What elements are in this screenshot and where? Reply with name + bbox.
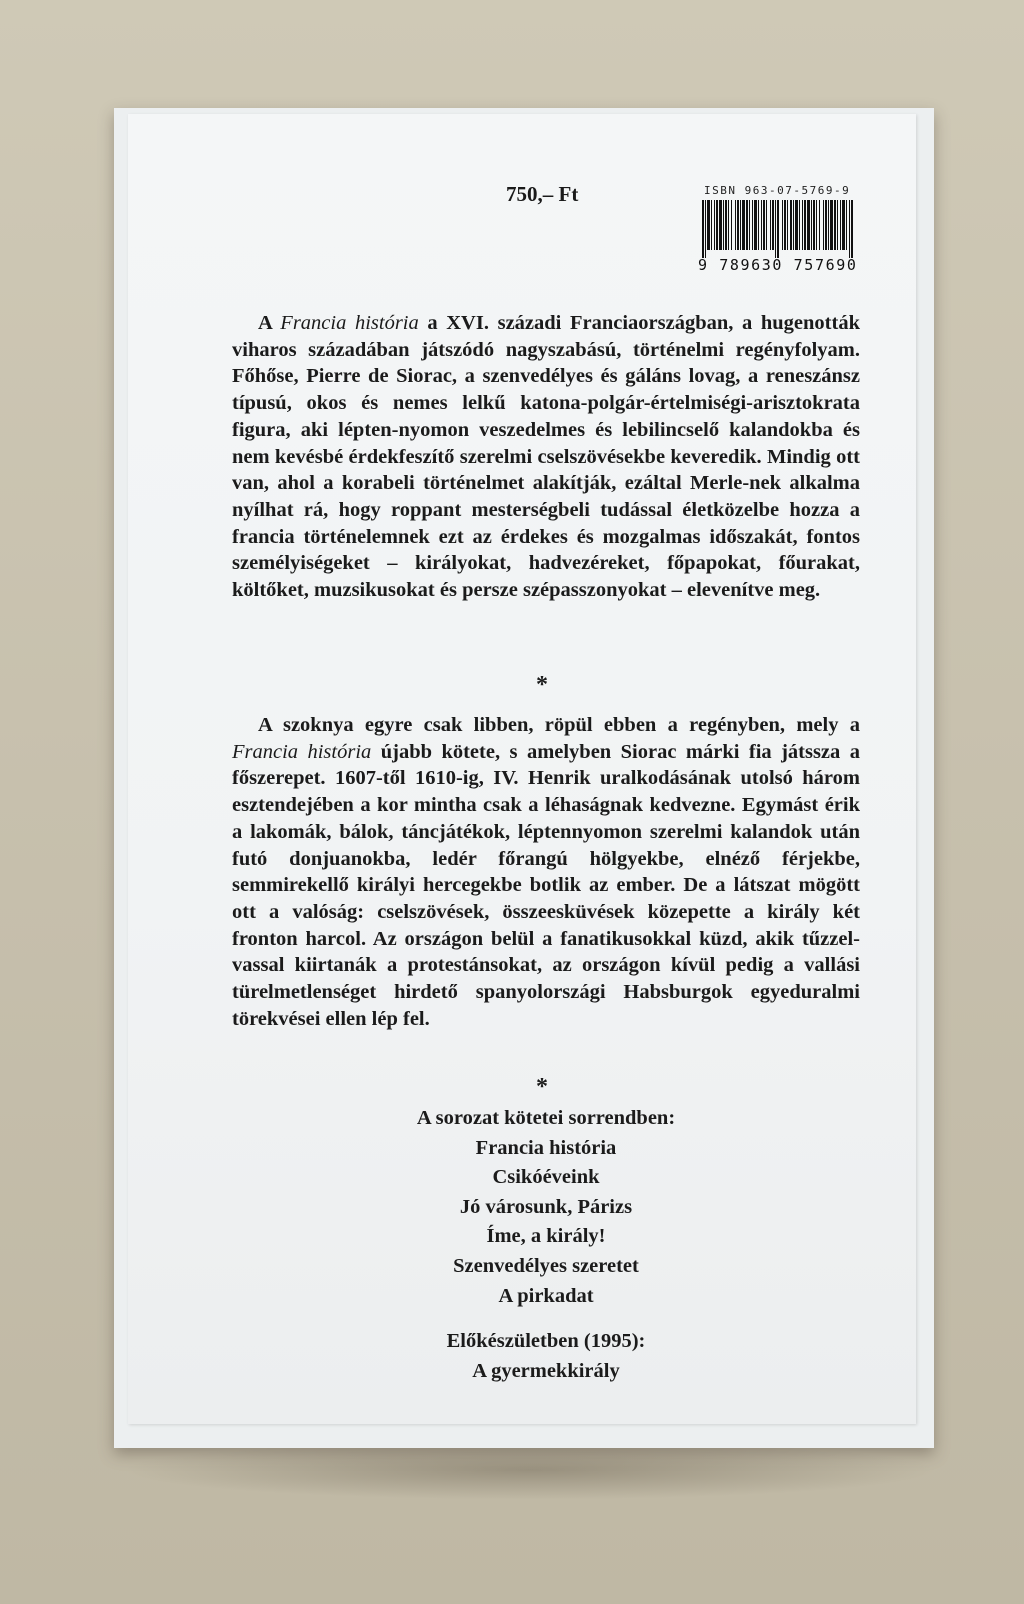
table-shadow	[120, 1440, 940, 1500]
separator-star: *	[536, 672, 548, 698]
series-volume: A pirkadat	[498, 1284, 594, 1307]
paragraph-1-rest: a XVI. századi Franciaországban, a hugenották viharos századában játszódó nagyszabású, történelmi regényfolyam. Főhőse, Pierre de Siorac, a szenvedélyes és gáláns lovag, a reneszánsz típusú, okos és nemes lelkű katona-polgár-értelmiségi-arisztokrata figura, aki lépten-nyomon veszedelmes és lebilincselő kalandokba és nem kevésbé érdekfeszítő szerelmi cselszövésekbe keveredik. Mindig ott van, ahol a korabeli történelmet alakítják, ezáltal Merle-nek alkalma nyílhat rá, hogy roppant mesterségbeli tudással életközelbe hozza a francia történelemnek ezt az érdekes és mozgalmas időszakát, fontos személyiségeket – királyokat, hadvezéreket, főpapokat, főurakat, költőket, muzsikusokat és persze szépasszonyokat – elevenítve meg.	[232, 312, 860, 602]
series-volume: Íme, a király!	[486, 1225, 606, 1248]
isbn-text: ISBN 963-07-5769-9	[704, 184, 851, 197]
series-heading: A sorozat kötetei sorrendben:	[416, 1107, 676, 1129]
description-paragraph-2	[232, 712, 860, 1032]
barcode	[698, 200, 856, 258]
series-volume: Csikóéveink	[492, 1166, 600, 1189]
paragraph-2-title: Francia história	[232, 740, 372, 763]
barcode-number: 9 789630 757690	[698, 256, 858, 274]
series-list	[232, 1104, 860, 1386]
barcode-block	[698, 184, 860, 274]
price-label: 750,– Ft	[506, 182, 579, 206]
series-gap	[232, 1311, 860, 1327]
series-volume: Jó városunk, Párizs	[459, 1195, 633, 1218]
paragraph-1-title: Francia história	[280, 312, 419, 334]
series-volume: Francia história	[475, 1136, 617, 1159]
upcoming-title: A gyermekkirály	[472, 1359, 620, 1382]
series-volume: Szenvedélyes szeretet	[453, 1254, 639, 1277]
paragraph-2-intro: A szoknya egyre csak libben, röpül ebben a regényben, mely a	[258, 714, 860, 736]
book-back	[114, 108, 934, 1448]
separator-star: *	[536, 1074, 548, 1100]
back-cover	[128, 114, 916, 1424]
description-paragraph-1	[232, 310, 860, 604]
paragraph-2-rest: újabb kötete, s amelyben Siorac márki fia játssza a főszerepet. 1607-től 1610-ig, IV. Henrik uralkodásának utolsó három esztendejében a kor mintha csak a léhaságnak kedvezne. Egymást érik a lakomák, bálok, táncjátékok, léptennyomon szerelmi kalandok után futó donjuanokba, ledér főrangú hölgyekbe, elnéző férjekbe, semmirekellő királyi hercegekbe botlik az ember. De a látszat mögött ott a valóság: cselszövések, összeesküvések közepette a király két fronton harcol. Az országon belül a fanatikusokkal küzd, akik tűzzel-vassal kiirtanák a protestánsokat, az országon kívül pedig a vallási türelmetlenséget hirdető spanyolországi Habsburgok egyeduralmi törekvései ellen lép fel.	[232, 740, 860, 1030]
upcoming-heading: Előkészületben (1995):	[446, 1330, 646, 1353]
paragraph-1-intro: A	[258, 312, 281, 334]
